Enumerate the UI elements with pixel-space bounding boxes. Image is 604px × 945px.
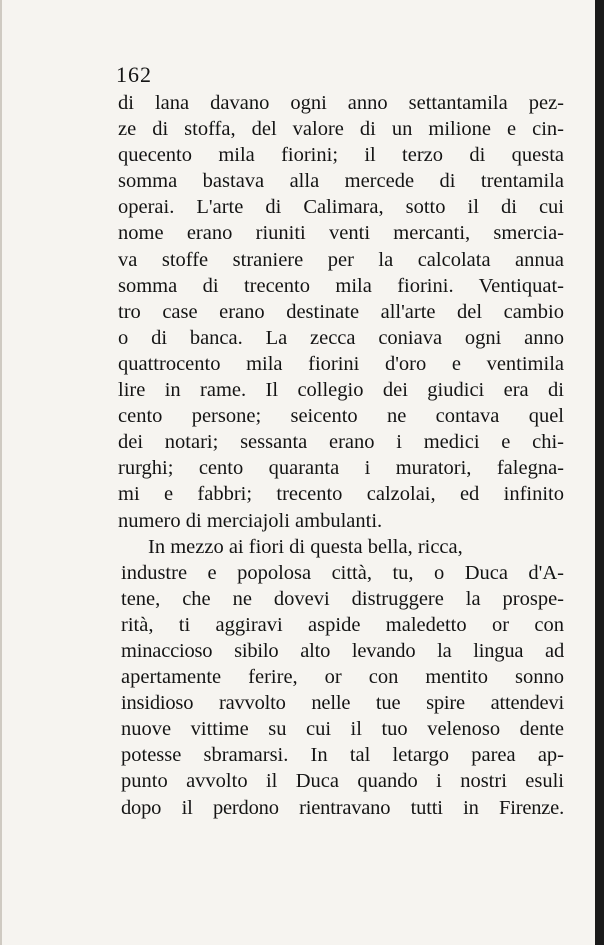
text-line: o di banca. La zecca coniava ogni anno — [118, 326, 564, 349]
text-line: nuove vittime su cui il tuo velenoso dente — [121, 718, 564, 741]
text-line: tene, che ne dovevi distruggere la prospe- — [121, 587, 564, 610]
page-binding-edge — [595, 0, 604, 945]
page-number: 162 — [116, 62, 152, 87]
text-line: potesse sbramarsi. In tal letargo parea ap- — [121, 744, 564, 767]
body-text — [118, 90, 564, 821]
text-line: minaccioso sibilo alto levando la lingua ad — [121, 639, 564, 662]
text-line: quecento mila fiorini; il terzo di questa — [118, 144, 564, 167]
text-line: numero di merciajoli ambulanti. — [118, 509, 383, 532]
text-line: mi e fabbri; trecento calzolai, ed infinito — [118, 483, 564, 506]
text-line: quattrocento mila fiorini d'oro e ventimila — [118, 352, 564, 375]
text-line: punto avvolto il Duca quando i nostri esuli — [121, 770, 564, 793]
paragraph-1 — [118, 90, 564, 534]
text-line: rità, ti aggiravi aspide maledetto or con — [121, 613, 564, 636]
text-line: nome erano riuniti venti mercanti, smercia- — [118, 222, 564, 245]
text-line: apertamente ferire, or con mentito sonno — [121, 666, 564, 689]
text-line: somma bastava alla mercede di trentamila — [118, 170, 564, 193]
text-line: dopo il perdono rientravano tutti in Firenze. — [121, 796, 564, 819]
text-line: di lana davano ogni anno settantamila pez- — [118, 92, 564, 114]
text-line: operai. L'arte di Calimara, sotto il di cui — [118, 196, 564, 219]
paragraph-2 — [118, 534, 564, 821]
text-line: dei notari; sessanta erano i medici e chi- — [118, 431, 564, 454]
text-line: lire in rame. Il collegio dei giudici era di — [118, 379, 564, 402]
page-left-edge — [0, 0, 2, 945]
text-line: somma di trecento mila fiorini. Ventiquat- — [118, 274, 564, 297]
text-line: cento persone; seicento ne contava quel — [118, 405, 564, 428]
text-line: In mezzo ai fiori di questa bella, ricca, — [148, 535, 463, 558]
text-line: rurghi; cento quaranta i muratori, falegna- — [118, 457, 564, 480]
text-line: ze di stoffa, del valore di un milione e cin- — [118, 118, 564, 141]
text-line: insidioso ravvolto nelle tue spire attendevi — [121, 692, 564, 715]
text-line: tro case erano destinate all'arte del cambio — [118, 300, 564, 323]
text-line: va stoffe straniere per la calcolata annua — [118, 248, 564, 271]
text-line: industre e popolosa città, tu, o Duca d'A- — [121, 561, 564, 584]
